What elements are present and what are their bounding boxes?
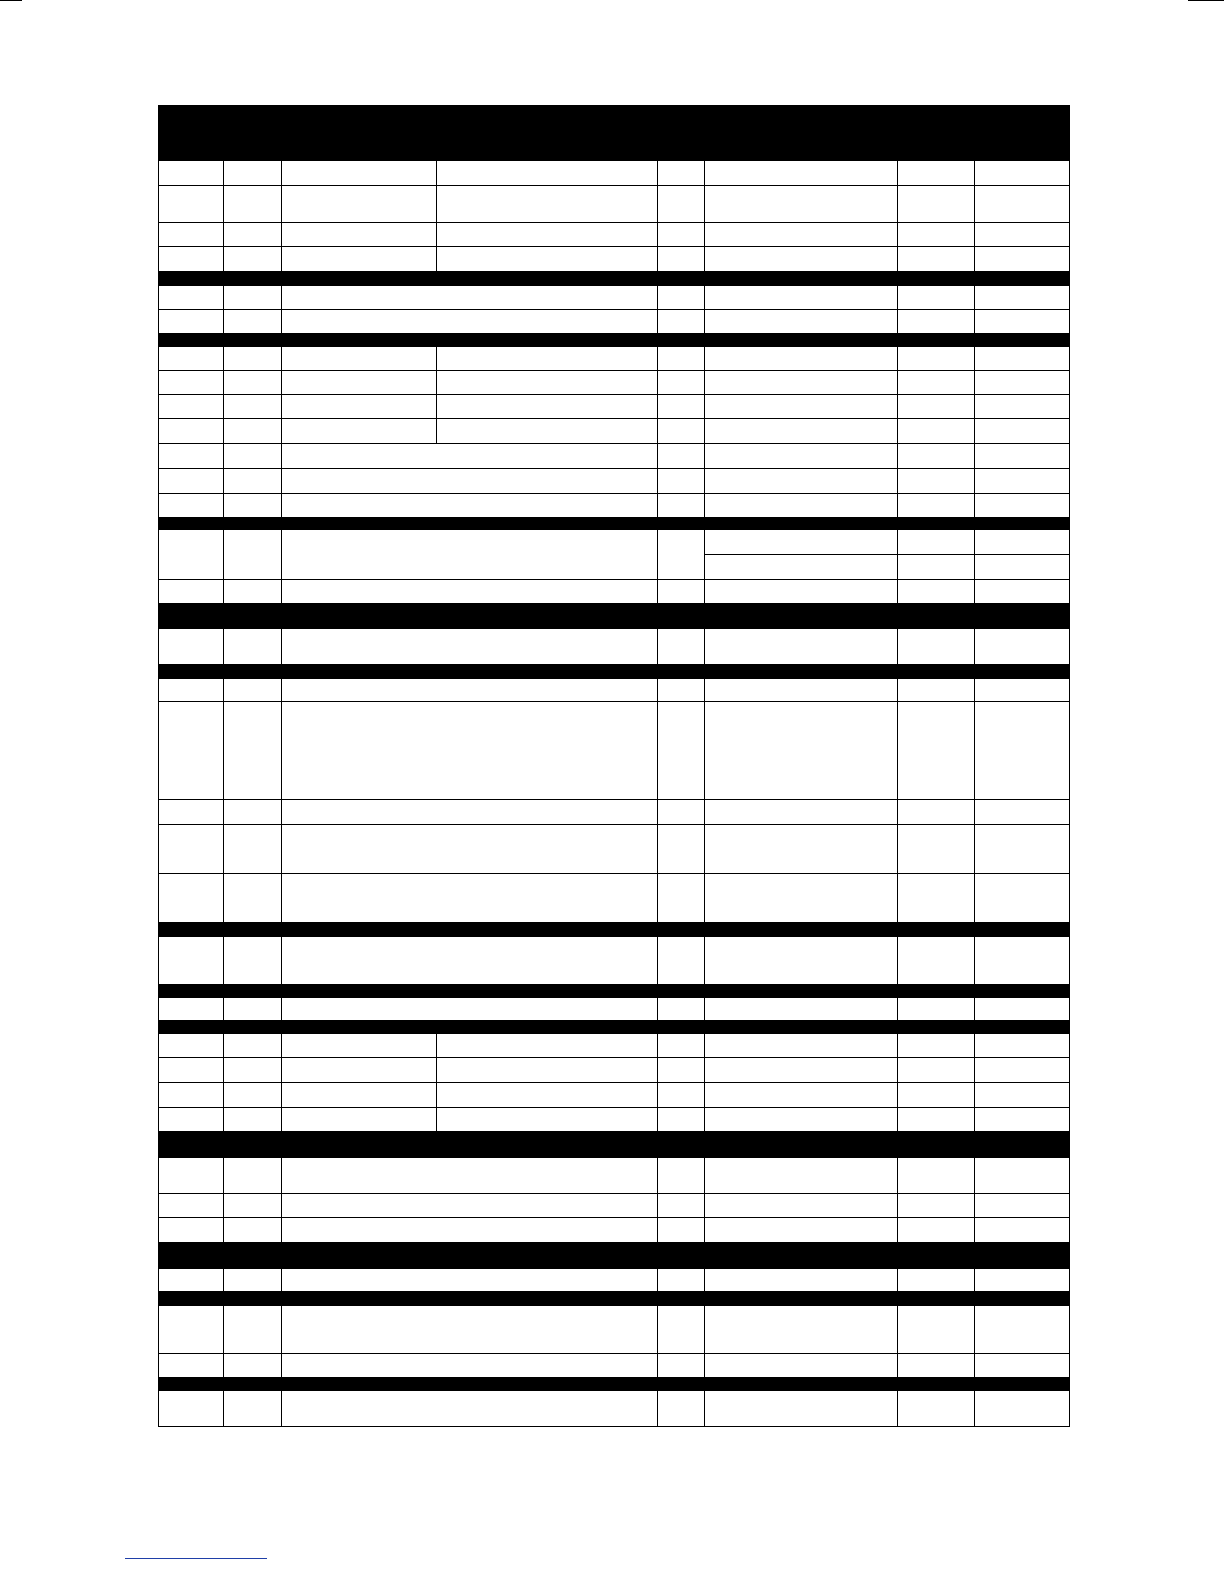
form-cell[interactable] — [437, 1033, 658, 1058]
section-bar — [158, 334, 1070, 346]
form-cell[interactable] — [658, 310, 705, 334]
form-cell[interactable] — [658, 1218, 705, 1243]
section-bar — [158, 1021, 1070, 1033]
form-cell[interactable] — [224, 1033, 282, 1058]
form-cell[interactable] — [224, 936, 282, 985]
form-cell[interactable] — [898, 825, 975, 874]
form-cell[interactable] — [975, 1058, 1070, 1083]
form-cell[interactable] — [975, 936, 1070, 985]
form-cell[interactable] — [975, 285, 1070, 310]
form-cell[interactable] — [658, 580, 705, 604]
form-cell[interactable] — [224, 469, 282, 494]
form-cell[interactable] — [282, 1058, 437, 1083]
form-cell[interactable] — [705, 997, 898, 1021]
form-cell[interactable] — [282, 530, 658, 580]
form-cell[interactable] — [705, 936, 898, 985]
form-cell[interactable] — [898, 580, 975, 604]
form-cell[interactable] — [437, 247, 658, 272]
form-cell[interactable] — [224, 1108, 282, 1132]
form-cell[interactable] — [282, 997, 658, 1021]
form-cell[interactable] — [705, 580, 898, 604]
form-cell[interactable] — [224, 371, 282, 395]
form-cell[interactable] — [658, 1083, 705, 1108]
form-cell[interactable] — [224, 1058, 282, 1083]
form-cell[interactable] — [975, 1083, 1070, 1108]
form-cell[interactable] — [282, 936, 658, 985]
form-cell[interactable] — [705, 444, 898, 469]
form-cell[interactable] — [224, 346, 282, 371]
form-cell[interactable] — [282, 346, 437, 371]
form-cell[interactable] — [158, 1108, 224, 1132]
form-cell[interactable] — [705, 1194, 898, 1218]
form-cell[interactable] — [975, 1305, 1070, 1354]
form-cell[interactable] — [898, 247, 975, 272]
form-cell[interactable] — [898, 223, 975, 247]
form-cell[interactable] — [705, 469, 898, 494]
form-cell[interactable] — [658, 444, 705, 469]
form-cell[interactable] — [224, 702, 282, 800]
form-cell[interactable] — [282, 1033, 437, 1058]
form-cell[interactable] — [282, 1218, 658, 1243]
form-cell[interactable] — [437, 346, 658, 371]
form-cell[interactable] — [705, 1108, 898, 1132]
form-cell[interactable] — [658, 1058, 705, 1083]
form-cell[interactable] — [705, 678, 898, 702]
form-cell[interactable] — [158, 702, 224, 800]
form-cell[interactable] — [898, 1108, 975, 1132]
form-cell[interactable] — [158, 469, 224, 494]
form-cell[interactable] — [282, 1108, 437, 1132]
section-bar — [158, 272, 1070, 285]
form-cell[interactable] — [282, 628, 658, 665]
form-cell[interactable] — [158, 419, 224, 444]
form-cell[interactable] — [898, 1218, 975, 1243]
form-cell[interactable] — [658, 186, 705, 223]
form-cell[interactable] — [658, 346, 705, 371]
form-cell[interactable] — [975, 1157, 1070, 1194]
form-cell[interactable] — [658, 469, 705, 494]
form-cell[interactable] — [282, 1157, 658, 1194]
form-cell[interactable] — [975, 444, 1070, 469]
form-cell[interactable] — [898, 874, 975, 923]
form-cell[interactable] — [282, 371, 437, 395]
form-cell[interactable] — [158, 160, 224, 186]
form-cell[interactable] — [158, 285, 224, 310]
form-cell[interactable] — [158, 1033, 224, 1058]
form-cell[interactable] — [158, 1354, 224, 1378]
form-cell[interactable] — [158, 247, 224, 272]
form-cell[interactable] — [898, 371, 975, 395]
form-cell[interactable] — [658, 997, 705, 1021]
form-cell[interactable] — [898, 285, 975, 310]
form-cell[interactable] — [224, 1268, 282, 1292]
form-cell[interactable] — [224, 395, 282, 419]
form-cell[interactable] — [898, 530, 975, 555]
form-cell[interactable] — [158, 874, 224, 923]
form-cell[interactable] — [898, 1083, 975, 1108]
form-cell[interactable] — [224, 678, 282, 702]
form-cell[interactable] — [658, 1305, 705, 1354]
form-cell[interactable] — [705, 825, 898, 874]
form-cell[interactable] — [705, 371, 898, 395]
form-cell[interactable] — [898, 1033, 975, 1058]
form-cell[interactable] — [975, 1390, 1070, 1427]
form-cell[interactable] — [975, 1268, 1070, 1292]
form-cell[interactable] — [224, 530, 282, 580]
footnote-rule — [125, 1558, 267, 1559]
form-cell[interactable] — [705, 186, 898, 223]
form-cell[interactable] — [898, 160, 975, 186]
form-cell[interactable] — [658, 160, 705, 186]
form-cell[interactable] — [658, 1033, 705, 1058]
form-cell[interactable] — [437, 1108, 658, 1132]
form-cell[interactable] — [898, 628, 975, 665]
form-cell[interactable] — [224, 223, 282, 247]
form-cell[interactable] — [282, 469, 658, 494]
form-cell[interactable] — [224, 310, 282, 334]
form-cell[interactable] — [158, 1305, 224, 1354]
form-cell[interactable] — [224, 285, 282, 310]
form-cell[interactable] — [705, 1268, 898, 1292]
form-cell[interactable] — [282, 1268, 658, 1292]
form-cell[interactable] — [975, 310, 1070, 334]
form-cell[interactable] — [975, 1108, 1070, 1132]
form-cell[interactable] — [658, 1157, 705, 1194]
form-cell[interactable] — [975, 678, 1070, 702]
form-cell[interactable] — [282, 247, 437, 272]
form-cell[interactable] — [158, 444, 224, 469]
form-cell[interactable] — [898, 1305, 975, 1354]
form-cell[interactable] — [158, 310, 224, 334]
section-bar — [158, 1132, 1070, 1157]
form-cell[interactable] — [158, 800, 224, 825]
form-cell[interactable] — [658, 371, 705, 395]
form-cell[interactable] — [705, 285, 898, 310]
form-cell[interactable] — [975, 555, 1070, 580]
form-cell[interactable] — [975, 874, 1070, 923]
crop-mark-top-left — [0, 0, 22, 1]
form-cell[interactable] — [158, 395, 224, 419]
form-cell[interactable] — [158, 1058, 224, 1083]
form-cell[interactable] — [898, 419, 975, 444]
form-cell[interactable] — [705, 1305, 898, 1354]
form-cell[interactable] — [437, 223, 658, 247]
form-cell[interactable] — [224, 494, 282, 518]
form-cell[interactable] — [898, 1157, 975, 1194]
form-cell[interactable] — [158, 346, 224, 371]
form-cell[interactable] — [224, 800, 282, 825]
form-cell[interactable] — [158, 997, 224, 1021]
form-cell[interactable] — [898, 346, 975, 371]
form-cell[interactable] — [158, 825, 224, 874]
form-cell[interactable] — [224, 1194, 282, 1218]
form-cell[interactable] — [658, 1390, 705, 1427]
form-cell[interactable] — [705, 223, 898, 247]
form-cell[interactable] — [282, 702, 658, 800]
form-cell[interactable] — [224, 419, 282, 444]
form-cell[interactable] — [658, 419, 705, 444]
form-cell[interactable] — [282, 874, 658, 923]
form-cell[interactable] — [158, 580, 224, 604]
form-cell[interactable] — [282, 444, 658, 469]
form-cell[interactable] — [282, 1194, 658, 1218]
form-cell[interactable] — [975, 186, 1070, 223]
form-cell[interactable] — [658, 874, 705, 923]
form-cell[interactable] — [437, 160, 658, 186]
form-cell[interactable] — [282, 186, 437, 223]
form-cell[interactable] — [224, 825, 282, 874]
form-cell[interactable] — [898, 1354, 975, 1378]
form-cell[interactable] — [975, 1218, 1070, 1243]
form-cell[interactable] — [437, 1083, 658, 1108]
form-cell[interactable] — [658, 936, 705, 985]
form-cell[interactable] — [158, 936, 224, 985]
form-cell[interactable] — [705, 1033, 898, 1058]
form-cell[interactable] — [975, 346, 1070, 371]
form-cell[interactable] — [898, 186, 975, 223]
form-cell[interactable] — [705, 494, 898, 518]
form-cell[interactable] — [224, 874, 282, 923]
form-cell[interactable] — [658, 1268, 705, 1292]
form-cell[interactable] — [437, 395, 658, 419]
form-cell[interactable] — [898, 444, 975, 469]
form-cell[interactable] — [705, 800, 898, 825]
form-cell[interactable] — [158, 530, 224, 580]
form-cell[interactable] — [658, 628, 705, 665]
form-cell[interactable] — [705, 702, 898, 800]
form-cell[interactable] — [158, 1390, 224, 1427]
form-cell[interactable] — [975, 160, 1070, 186]
form-cell[interactable] — [224, 1305, 282, 1354]
form-cell[interactable] — [282, 223, 437, 247]
section-bar — [158, 985, 1070, 997]
form-cell[interactable] — [898, 1058, 975, 1083]
form-cell[interactable] — [224, 1390, 282, 1427]
form-cell[interactable] — [224, 1157, 282, 1194]
form-cell[interactable] — [282, 580, 658, 604]
form-cell[interactable] — [975, 997, 1070, 1021]
form-cell[interactable] — [705, 555, 898, 580]
form-cell[interactable] — [158, 223, 224, 247]
form-cell[interactable] — [898, 469, 975, 494]
section-bar — [158, 604, 1070, 628]
form-cell[interactable] — [705, 874, 898, 923]
form-cell[interactable] — [282, 1305, 658, 1354]
form-cell[interactable] — [705, 530, 898, 555]
crop-mark-top-right — [1188, 0, 1224, 1]
form-cell[interactable] — [224, 1354, 282, 1378]
form-cell[interactable] — [658, 1354, 705, 1378]
form-cell[interactable] — [224, 997, 282, 1021]
form-cell[interactable] — [282, 285, 658, 310]
form-cell[interactable] — [975, 371, 1070, 395]
form-cell[interactable] — [898, 310, 975, 334]
form-cell[interactable] — [975, 494, 1070, 518]
form-cell[interactable] — [975, 628, 1070, 665]
form-cell[interactable] — [282, 160, 437, 186]
form-cell[interactable] — [705, 419, 898, 444]
form-cell[interactable] — [975, 580, 1070, 604]
form-cell[interactable] — [658, 800, 705, 825]
form-cell[interactable] — [224, 1083, 282, 1108]
form-cell[interactable] — [898, 1390, 975, 1427]
form-cell[interactable] — [975, 223, 1070, 247]
form-cell[interactable] — [658, 395, 705, 419]
form-cell[interactable] — [975, 825, 1070, 874]
form-cell[interactable] — [282, 825, 658, 874]
form-cell[interactable] — [158, 371, 224, 395]
section-bar — [158, 518, 1070, 530]
form-cell[interactable] — [158, 678, 224, 702]
header-band — [158, 105, 1070, 160]
form-cell[interactable] — [898, 702, 975, 800]
form-cell[interactable] — [898, 997, 975, 1021]
section-bar — [158, 923, 1070, 936]
form-cell[interactable] — [224, 247, 282, 272]
form-cell[interactable] — [224, 160, 282, 186]
form-cell[interactable] — [898, 1268, 975, 1292]
form-cell[interactable] — [158, 186, 224, 223]
form-cell[interactable] — [158, 628, 224, 665]
form-cell[interactable] — [898, 800, 975, 825]
form-cell[interactable] — [158, 1083, 224, 1108]
form-cell[interactable] — [705, 1390, 898, 1427]
form-cell[interactable] — [975, 1194, 1070, 1218]
form-cell[interactable] — [158, 1218, 224, 1243]
form-cell[interactable] — [898, 678, 975, 702]
form-cell[interactable] — [705, 395, 898, 419]
form-cell[interactable] — [898, 494, 975, 518]
form-cell[interactable] — [658, 1194, 705, 1218]
form-cell[interactable] — [705, 628, 898, 665]
form-cell[interactable] — [437, 371, 658, 395]
form-cell[interactable] — [282, 395, 437, 419]
form-cell[interactable] — [158, 1194, 224, 1218]
section-bar — [158, 1292, 1070, 1305]
form-cell[interactable] — [158, 1268, 224, 1292]
form-cell[interactable] — [898, 936, 975, 985]
form-cell[interactable] — [282, 800, 658, 825]
form-cell[interactable] — [282, 1083, 437, 1108]
form-cell[interactable] — [975, 395, 1070, 419]
form-cell[interactable] — [224, 580, 282, 604]
form-cell[interactable] — [898, 1194, 975, 1218]
form-cell[interactable] — [898, 555, 975, 580]
form-cell[interactable] — [705, 1157, 898, 1194]
form-cell[interactable] — [975, 419, 1070, 444]
form-cell[interactable] — [658, 223, 705, 247]
section-bar — [158, 1243, 1070, 1268]
form-cell[interactable] — [658, 494, 705, 518]
form-cell[interactable] — [705, 310, 898, 334]
form-cell[interactable] — [282, 494, 658, 518]
form-cell[interactable] — [975, 247, 1070, 272]
form-cell[interactable] — [224, 1218, 282, 1243]
form-cell[interactable] — [437, 419, 658, 444]
form-cell[interactable] — [705, 1354, 898, 1378]
form-cell[interactable] — [705, 346, 898, 371]
form-cell[interactable] — [658, 530, 705, 580]
form-cell[interactable] — [437, 186, 658, 223]
form-cell[interactable] — [282, 1390, 658, 1427]
form-cell[interactable] — [224, 186, 282, 223]
form-cell[interactable] — [705, 247, 898, 272]
form-cell[interactable] — [224, 628, 282, 665]
form-cell[interactable] — [975, 469, 1070, 494]
form-cell[interactable] — [705, 1058, 898, 1083]
form-cell[interactable] — [658, 825, 705, 874]
form-cell[interactable] — [658, 285, 705, 310]
form-cell[interactable] — [898, 395, 975, 419]
form-cell[interactable] — [975, 530, 1070, 555]
form-cell[interactable] — [658, 247, 705, 272]
form-cell[interactable] — [658, 1108, 705, 1132]
form-cell[interactable] — [705, 1083, 898, 1108]
form-cell[interactable] — [975, 1033, 1070, 1058]
form-cell[interactable] — [224, 444, 282, 469]
section-bar — [158, 1378, 1070, 1390]
form-cell[interactable] — [975, 1354, 1070, 1378]
form-cell[interactable] — [975, 702, 1070, 800]
form-cell[interactable] — [282, 310, 658, 334]
form-cell[interactable] — [705, 160, 898, 186]
form-cell[interactable] — [158, 494, 224, 518]
form-cell[interactable] — [158, 1157, 224, 1194]
section-bar — [158, 665, 1070, 678]
form-cell[interactable] — [282, 419, 437, 444]
form-cell[interactable] — [437, 1058, 658, 1083]
form-cell[interactable] — [282, 678, 658, 702]
form-cell[interactable] — [658, 702, 705, 800]
form-cell[interactable] — [975, 800, 1070, 825]
form-cell[interactable] — [658, 678, 705, 702]
form-cell[interactable] — [705, 1218, 898, 1243]
form-cell[interactable] — [282, 1354, 658, 1378]
